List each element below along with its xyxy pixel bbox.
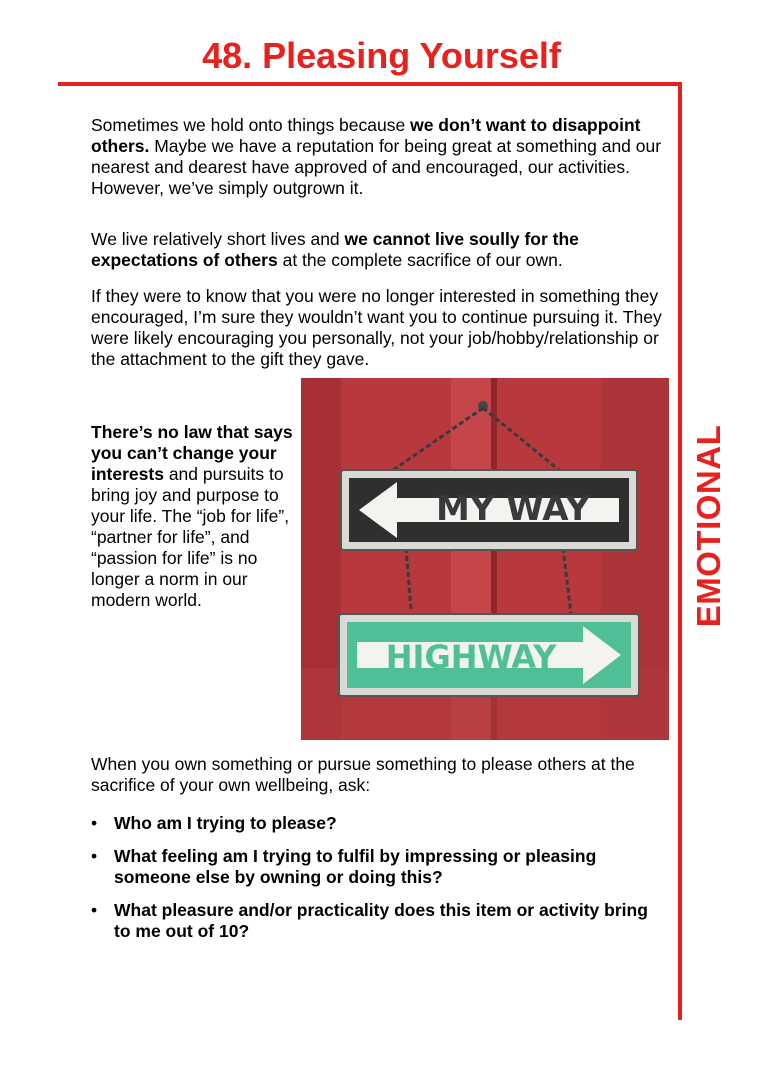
signs-photo [301,378,669,740]
paragraph-encouragement: If they were to know that you were no longer interested in something they encouraged, I’m sure they wouldn’t want you to continue pursuing it. They were likely encouraging you personally, not your job/hobby/relationship or the attachment to the gift they gave. [91,286,662,369]
list-item: • Who am I trying to please? [91,813,337,833]
paragraph-no-law: There’s no law that says you can’t change your interests and pursuits to bring joy and purpose to your life. The “job for life”, “partner for life”, and “passion for life” is no longer a norm in our modern world. [91,422,293,610]
list-item: • What feeling am I trying to fulfil by impressing or pleasing someone else by owning or doing this? [91,846,597,887]
bullet-icon: • [91,846,98,866]
highway-text: HIGHWAY [385,638,557,676]
my-way-sign [341,470,637,550]
page-title: 48. Pleasing Yourself [202,35,561,76]
bullet-icon: • [91,813,98,833]
bullet-icon: • [91,900,98,920]
question-list [91,813,651,954]
paragraph-intro: Sometimes we hold onto things because we don’t want to disappoint others. Maybe we have a reputation for being great at something and our nearest and dearest have approved of and encouraged, our activities. However, we’ve simply outgrown it. [91,115,662,198]
my-way-text: MY WAY [436,489,590,529]
title-underline [58,82,682,86]
highway-sign [339,614,639,696]
category-label: EMOTIONAL [690,424,727,628]
list-item: • What pleasure and/or practicality does this item or activity bring to me out of 10? [91,900,648,941]
paragraph-expectations: We live relatively short lives and we cannot live soully for the expectations of others at the complete sacrifice of our own. [91,229,579,270]
side-rule [678,82,682,1020]
paragraph-ask: When you own something or pursue something to please others at the sacrifice of your own wellbeing, ask: [91,754,635,795]
